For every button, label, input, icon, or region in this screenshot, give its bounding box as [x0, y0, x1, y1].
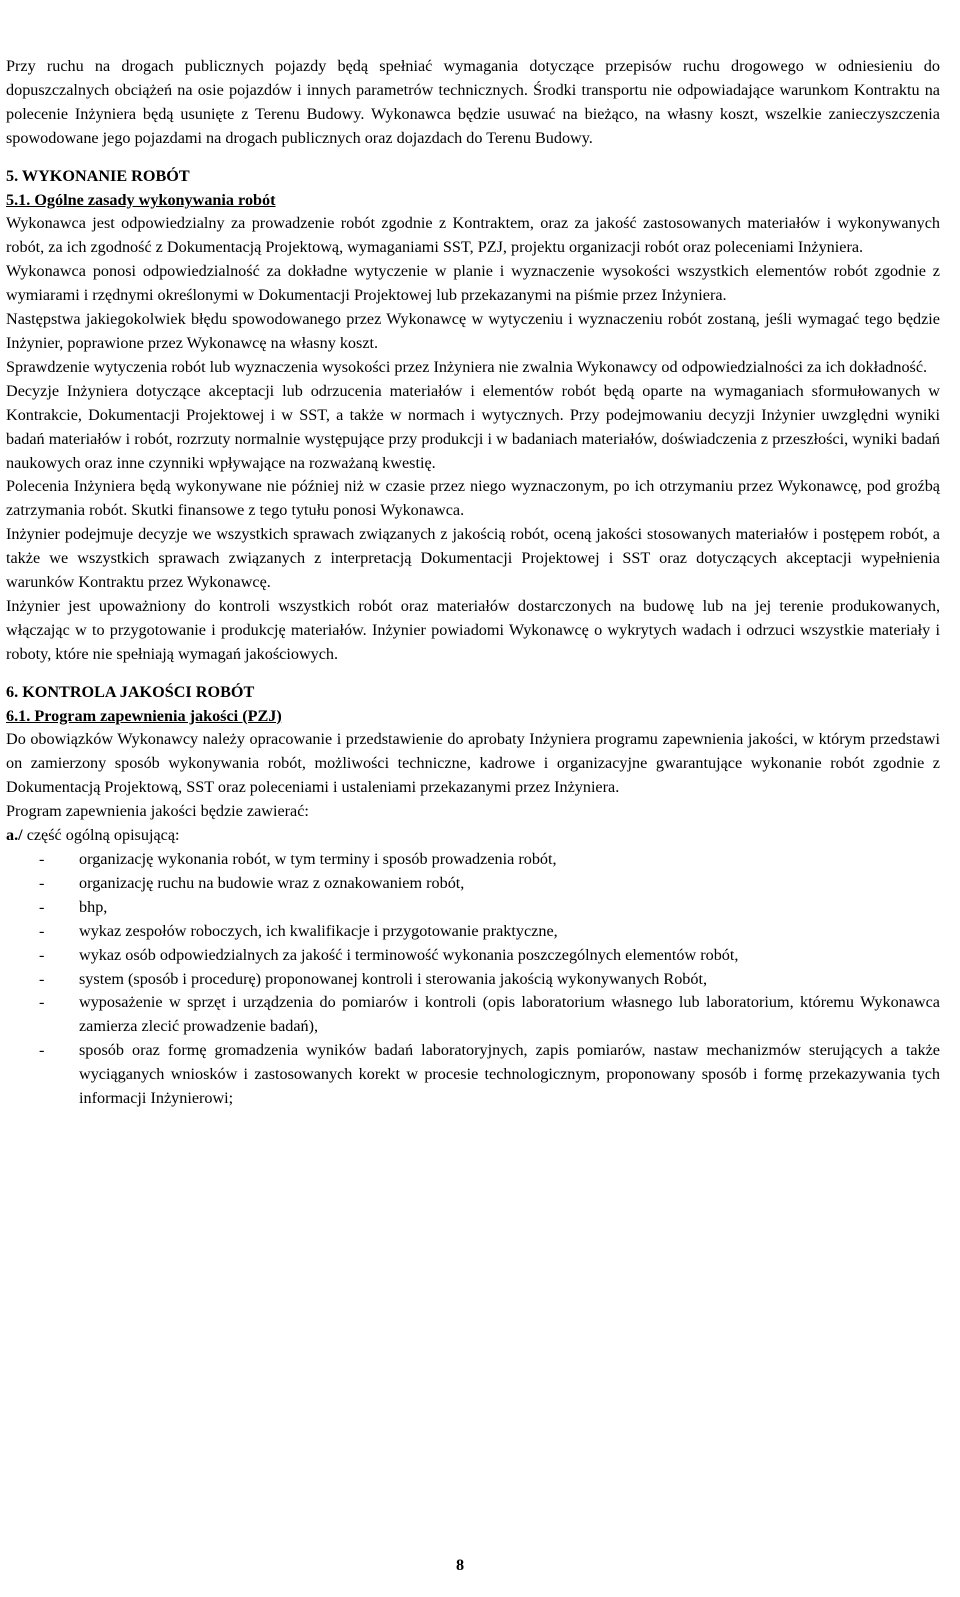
section-5-1-heading: 5.1. Ogólne zasady wykonywania robót — [6, 190, 276, 209]
dash-bullet: - — [39, 993, 45, 1012]
section-5-paragraph: Inżynier jest upoważniony do kontroli wszystkich robót oraz materiałów dostarczonych na budowę lub na jej terenie produkowanych, włączając w to przygotowanie i produkcję materiałów. Inżynier powiadomi Wykonawcę o wykrytych wadach i odrzuci wszystkie materiały i roboty, które nie spełniają wymagań jakościowych. — [6, 596, 940, 663]
section-6-paragraph: Program zapewnienia jakości będzie zawierać: — [6, 802, 309, 821]
part-a-line — [6, 824, 940, 848]
section-6-heading: 6. KONTROLA JAKOŚCI ROBÓT — [6, 682, 255, 701]
dash-bullet: - — [39, 921, 45, 940]
part-a-label: a./ — [6, 826, 23, 845]
dash-bullet: - — [39, 873, 45, 892]
section-5-paragraph: Inżynier podejmuje decyzje we wszystkich sprawach związanych z jakością robót, oceną jakości stosowanych materiałów i postępem robót, a także we wszystkich sprawach związanych z interpretacją Dokumentacji Projektowej i SST oraz dotyczących akceptacji wypełnienia warunków Kontraktu przez Wykonawcę. — [6, 525, 940, 592]
pzj-list — [6, 848, 940, 1111]
section-6-paragraph: Do obowiązków Wykonawcy należy opracowanie i przedstawienie do aprobaty Inżyniera programu zapewnienia jakości, w którym przedstawi on zamierzony sposób wykonywania robót, możliwości techniczne, kadrowe i organizacyjne gwarantujące wykonanie robót zgodnie z Dokumentacją Projektową, SST oraz poleceniami i ustaleniami przekazanymi przez Inżyniera. — [6, 730, 940, 797]
dash-bullet: - — [39, 945, 45, 964]
dash-bullet: - — [39, 1041, 45, 1060]
list-item-text: wykaz zespołów roboczych, ich kwalifikacje i przygotowanie praktyczne, — [79, 921, 558, 940]
list-item — [6, 968, 940, 992]
spacer — [6, 667, 940, 681]
section-5-paragraph: Wykonawca ponosi odpowiedzialność za dokładne wytyczenie w planie i wyznaczenie wysokości wszystkich elementów robót zgodnie z wymiarami i rzędnymi określonymi w Dokumentacji Projektowej lub przekazanymi na piśmie przez Inżyniera. — [6, 262, 940, 305]
list-item — [6, 848, 940, 872]
section-5-paragraph: Następstwa jakiegokolwiek błędu spowodowanego przez Wykonawcę w wytyczeniu i wyznaczeniu robót zostaną, jeśli wymagać tego będzie Inżynier, poprawione przez Wykonawcę na własny koszt. — [6, 310, 940, 352]
list-item — [6, 991, 940, 1039]
list-item — [6, 920, 940, 944]
section-5-paragraph: Polecenia Inżyniera będą wykonywane nie później niż w czasie przez niego wyznaczonym, po ich otrzymaniu przez Wykonawcę, pod groźbą zatrzymania robót. Skutki finansowe z tego tytułu ponosi Wykonawca. — [6, 477, 940, 520]
part-a-text: część ogólną opisującą: — [22, 826, 180, 845]
section-5-paragraph: Decyzje Inżyniera dotyczące akceptacji lub odrzucenia materiałów i elementów robót będą oparte na wymaganiach sformułowanych w Kontrakcie, Dokumentacji Projektowej i w SST, a także w normach i wytycznych. Przy podejmowaniu decyzji Inżynier uwzględni wyniki badań materiałów i robót, rozrzuty normalnie występujące przy produkcji i w badaniach materiałów, doświadczenia z przeszłości, wyniki badań naukowych oraz inne czynniki wpływające na rozważaną kwestię. — [6, 381, 940, 472]
list-item — [6, 872, 940, 896]
list-item-text: wyposażenie w sprzęt i urządzenia do pomiarów i kontroli (opis laboratorium własnego lub laboratorium, któremu Wykonawca zamierza zlecić prowadzenie badań), — [79, 993, 940, 1036]
list-item-text: system (sposób i procedurę) proponowanej kontroli i sterowania jakością wykonywanych Robót, — [79, 969, 708, 988]
list-item-text: sposób oraz formę gromadzenia wyników badań laboratoryjnych, zapis pomiarów, nastaw mechanizmów sterujących a także wyciąganych wniosków i zastosowanych korekt w procesie technologicznym, proponowany sposób i formę przekazywania tych informacji Inżynierowi; — [79, 1041, 940, 1108]
list-item-text: organizację wykonania robót, w tym terminy i sposób prowadzenia robót, — [79, 850, 557, 868]
list-item-text: organizację ruchu na budowie wraz z oznakowaniem robót, — [79, 873, 465, 892]
list-item-text: bhp, — [79, 897, 108, 916]
dash-bullet: - — [39, 897, 45, 916]
spacer — [6, 151, 940, 165]
section-6-1-heading: 6.1. Program zapewnienia jakości (PZJ) — [6, 706, 282, 725]
list-item-text: wykaz osób odpowiedzialnych za jakość i terminowość wykonania poszczególnych elementów robót, — [79, 945, 739, 964]
list-item — [6, 944, 940, 968]
list-item — [6, 896, 940, 920]
section-5-heading: 5. WYKONANIE ROBÓT — [6, 166, 190, 185]
dash-bullet: - — [39, 969, 45, 988]
section-5-paragraph: Wykonawca jest odpowiedzialny za prowadzenie robót zgodnie z Kontraktem, oraz za jakość zastosowanych materiałów i wykonywanych robót, za ich zgodność z Dokumentacją Projektową, wymaganiami SST, PZJ, projektu organizacji robót oraz poleceniami Inżyniera. — [6, 214, 940, 257]
section-5-paragraph: Sprawdzenie wytyczenia robót lub wyznaczenia wysokości przez Inżyniera nie zwalnia Wykonawcy od odpowiedzialności za ich dokładność. — [6, 357, 928, 376]
intro-paragraph: Przy ruchu na drogach publicznych pojazdy będą spełniać wymagania dotyczące przepisów ruchu drogowego w odniesieniu do dopuszczalnych obciążeń na osie pojazdów i innych parametrów technicznych. Środki transportu nie odpowiadające warunkom Kontraktu na polecenie Inżyniera będą usunięte z Terenu Budowy. Wykonawca będzie usuwać na bieżąco, na własny koszt, wszelkie zanieczyszczenia spowodowane jego pojazdami na drogach publicznych oraz dojazdach do Terenu Budowy. — [6, 57, 940, 147]
document-page — [6, 55, 940, 1111]
page-number: 8 — [455, 1556, 465, 1574]
list-item — [6, 1039, 940, 1111]
dash-bullet: - — [39, 850, 45, 868]
